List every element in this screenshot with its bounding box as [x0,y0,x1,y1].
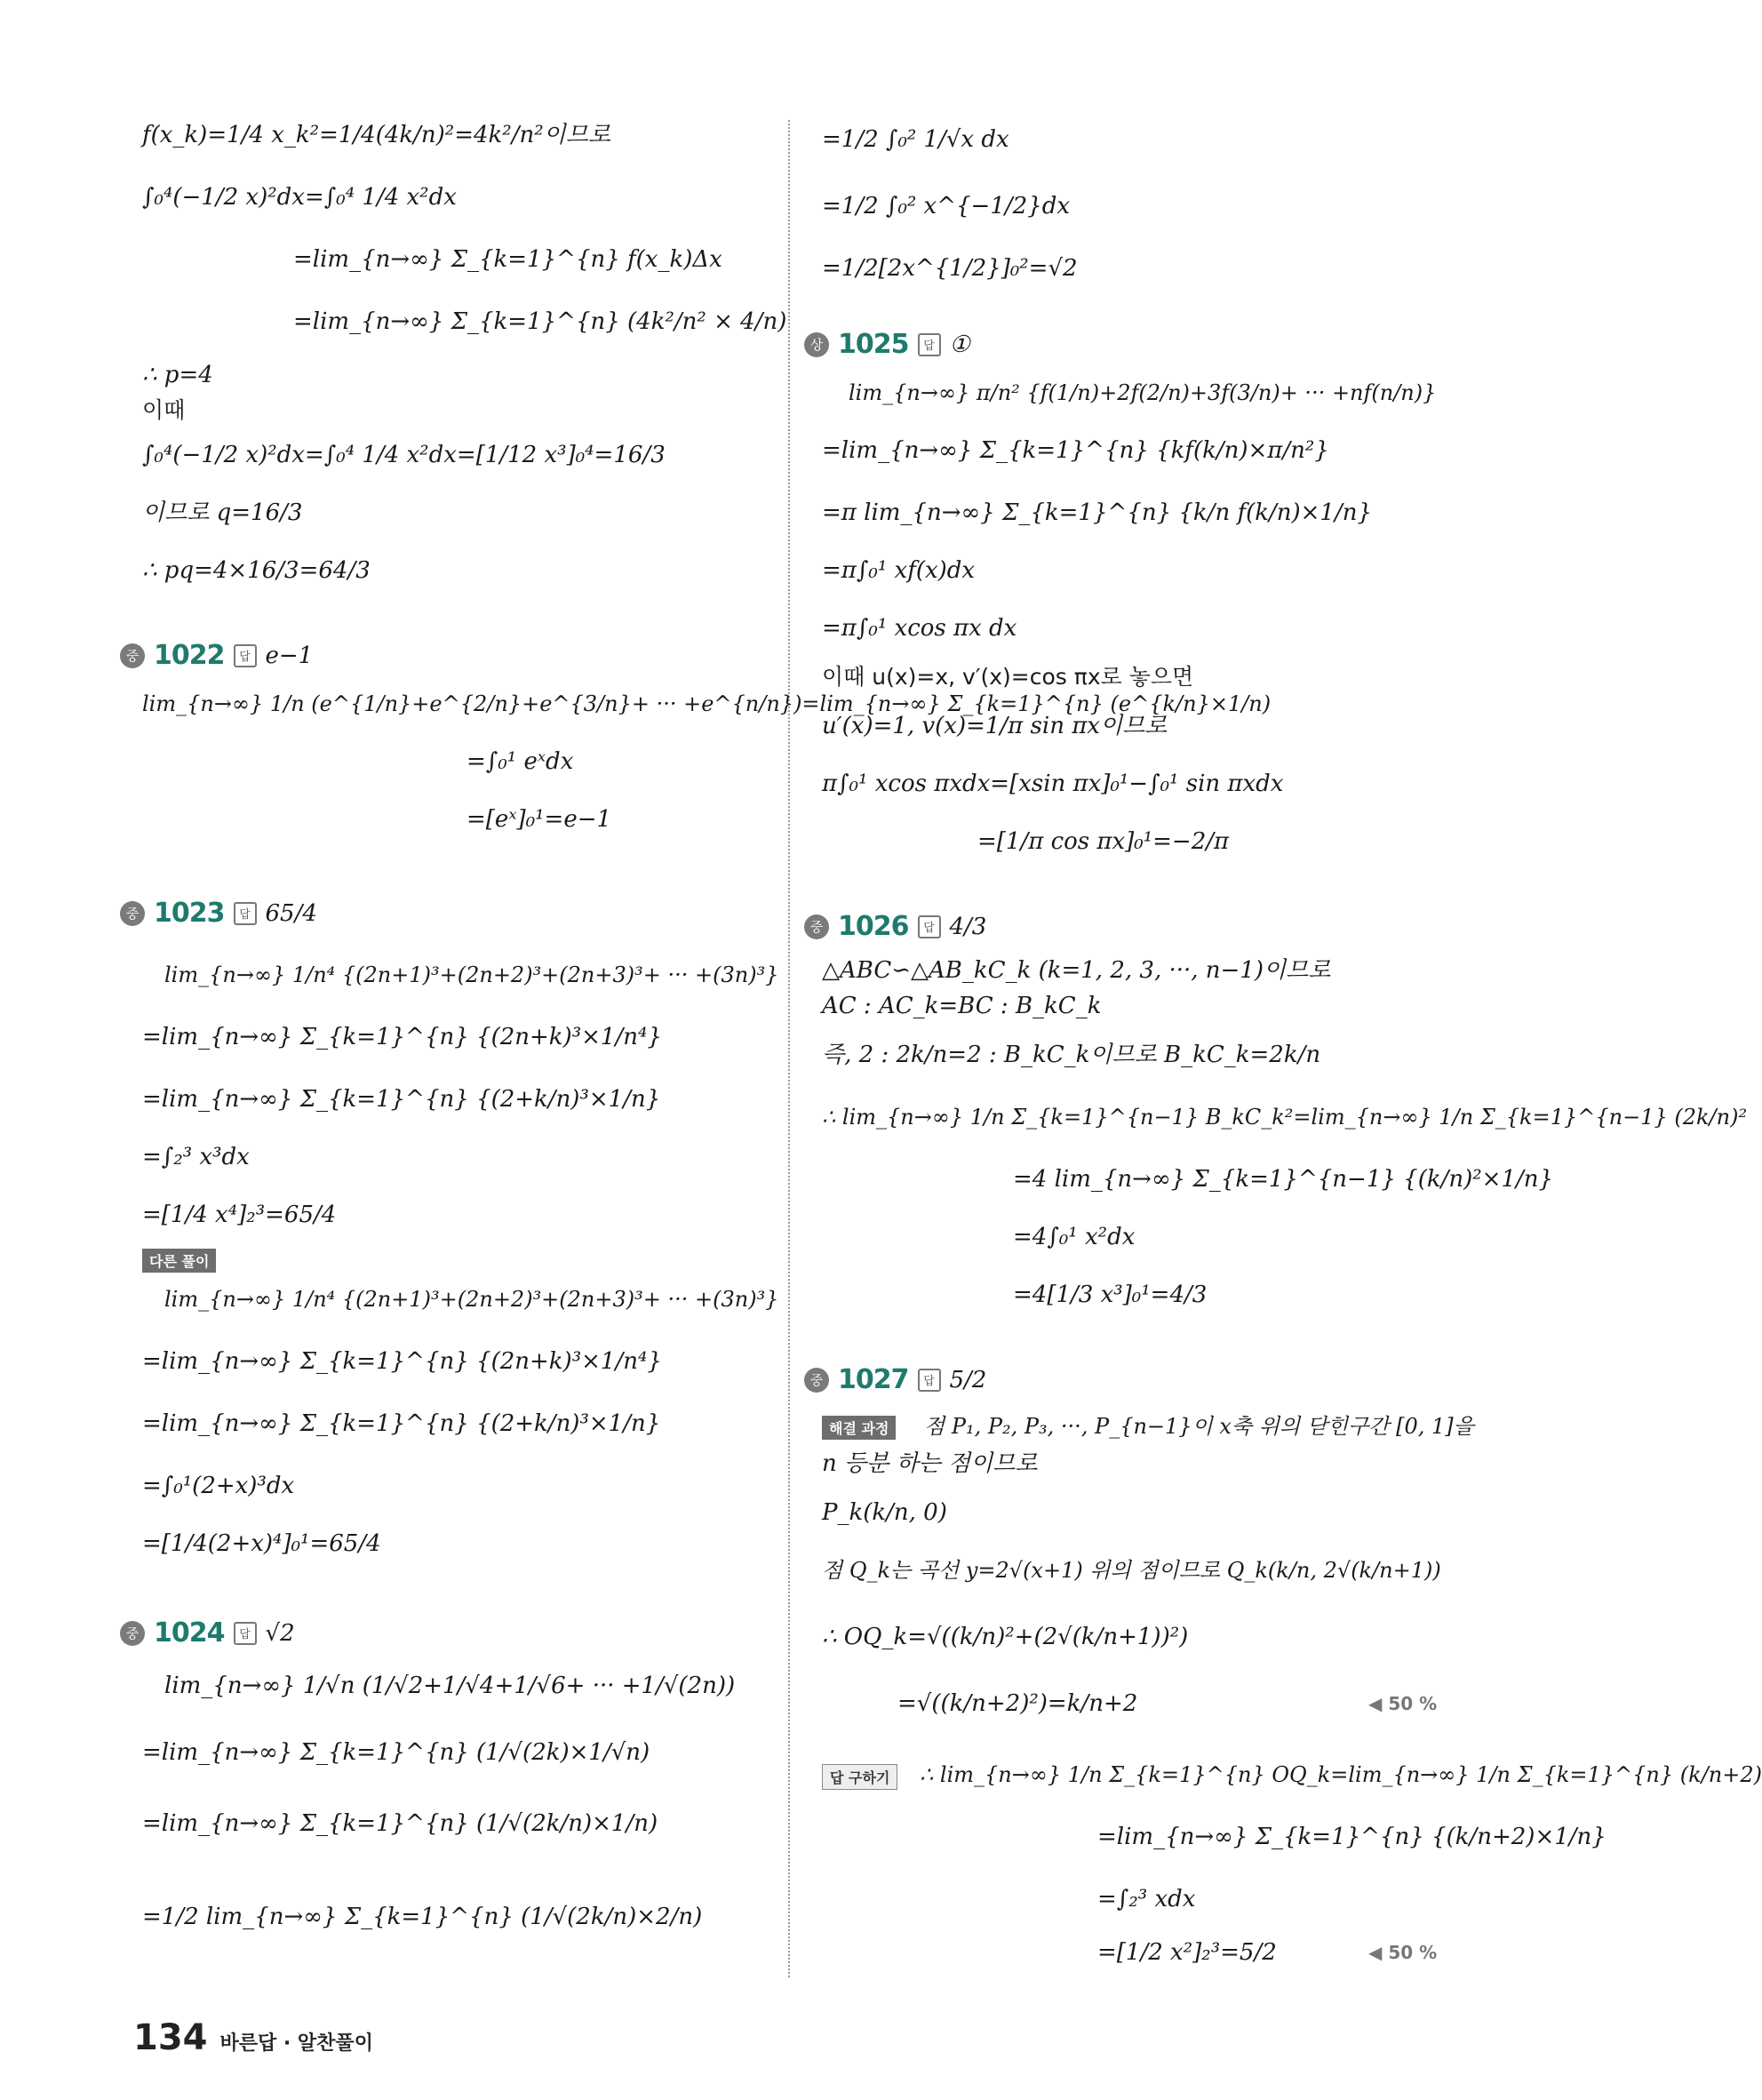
math-line: =lim_{n→∞} Σ_{k=1}^{n} {kf(k/n)×π/n²} [822,437,1329,464]
answer-mark-icon: 답 [918,333,941,356]
math-line: △ABC∽△AB_kC_k (k=1, 2, 3, ···, n−1)이므로 [822,957,1331,984]
math-line: =∫₀¹(2+x)³dx [142,1473,295,1499]
problem-answer: ① [949,331,970,358]
math-line: =4 lim_{n→∞} Σ_{k=1}^{n−1} {(k/n)²×1/n} [1013,1166,1554,1193]
problem-number: 1025 [838,329,909,360]
problem-answer: 65/4 [265,899,317,927]
problem-number: 1023 [154,898,225,929]
problem-answer: 4/3 [949,913,987,940]
problem-header-1025 [804,329,970,360]
book-title: 바른답 · 알찬풀이 [219,2032,373,2055]
problem-header-1027 [804,1364,986,1395]
math-line: f(x_k)=1/4 x_k²=1/4(4k/n)²=4k²/n²이므로 [142,122,610,148]
math-line: ∴ OQ_k=√((k/n)²+(2√(k/n+1))²) [822,1624,1189,1650]
problem-number: 1022 [154,640,225,671]
math-line: ∫₀⁴(−1/2 x)²dx=∫₀⁴ 1/4 x²dx=[1/12 x³]₀⁴=16/3 [142,442,666,468]
math-line: =[1/2 x²]₂³=5/2 [1097,1939,1277,1966]
math-line: =4[1/3 x³]₀¹=4/3 [1013,1282,1208,1308]
math-line: =4∫₀¹ x²dx [1013,1224,1136,1250]
math-line: ∴ pq=4×16/3=64/3 [142,557,371,584]
math-line: 점 Q_k는 곡선 y=2√(x+1) 위의 점이므로 Q_k(k/n, 2√(k/n+1)) [822,1558,1441,1583]
text-line: 이때 [142,397,186,423]
score-percent: ◀ 50 % [1368,1693,1438,1714]
problem-answer: √2 [265,1619,295,1647]
math-line: n 등분 하는 점이므로 [822,1450,1038,1477]
math-line: =√((k/n+2)²)=k/n+2 [897,1690,1138,1717]
math-line: =1/2 ∫₀² 1/√x dx [822,126,1009,153]
math-line: =1/2[2x^{1/2}]₀²=√2 [822,255,1078,282]
math-line: =π∫₀¹ xcos πx dx [822,615,1017,642]
problem-number: 1027 [838,1364,909,1395]
math-line: P_k(k/n, 0) [822,1499,947,1526]
problem-number: 1024 [154,1617,225,1649]
difficulty-badge: 중 [804,1368,829,1393]
math-line: 점 P₁, P₂, P₃, ···, P_{n−1}이 x축 위의 닫힌구간 [0, 1]을 [924,1414,1474,1439]
difficulty-badge: 상 [804,332,829,357]
problem-number: 1026 [838,911,909,942]
math-line: ∴ lim_{n→∞} 1/n Σ_{k=1}^{n} OQ_k=lim_{n→∞} 1/n Σ_{k=1}^{n} (k/n+2) [920,1762,1762,1787]
math-line: =π lim_{n→∞} Σ_{k=1}^{n} {k/n f(k/n)×1/n} [822,499,1372,526]
answer-mark-icon: 답 [918,915,941,938]
math-line: lim_{n→∞} 1/n (e^{1/n}+e^{2/n}+e^{3/n}+ ··· +e^{n/n})=lim_{n→∞} Σ_{k=1}^{n} (e^{k/n}×1/n) [142,691,1272,716]
text-line: 이때 u(x)=x, v′(x)=cos πx로 놓으면 [822,664,1194,690]
alt-solution-tag: 다른 풀이 [142,1249,216,1273]
math-line: π∫₀¹ xcos πxdx=[xsin πx]₀¹−∫₀¹ sin πxdx [822,771,1284,797]
difficulty-badge: 중 [120,1621,145,1646]
problem-answer: 5/2 [949,1366,987,1393]
math-line: =[1/4 x⁴]₂³=65/4 [142,1202,337,1228]
math-line: u′(x)=1, v(x)=1/π sin πx이므로 [822,713,1168,739]
score-percent: ◀ 50 % [1368,1942,1438,1963]
math-line: ∫₀⁴(−1/2 x)²dx=∫₀⁴ 1/4 x²dx [142,184,457,211]
math-line: =[1/π cos πx]₀¹=−2/π [977,828,1230,855]
problem-header-1026 [804,911,986,942]
math-line: =lim_{n→∞} Σ_{k=1}^{n} f(x_k)Δx [293,246,722,273]
math-line: =lim_{n→∞} Σ_{k=1}^{n} (4k²/n² × 4/n) [293,308,787,335]
answer-mark-icon: 답 [234,902,257,925]
math-line: lim_{n→∞} 1/n⁴ {(2n+1)³+(2n+2)³+(2n+3)³+ ··· +(3n)³} [164,1287,779,1312]
difficulty-badge: 중 [804,914,829,939]
math-line: =π∫₀¹ xf(x)dx [822,557,976,584]
math-line: =1/2 lim_{n→∞} Σ_{k=1}^{n} (1/√(2k/n)×2/n) [142,1904,703,1930]
difficulty-badge: 중 [120,643,145,668]
math-line: lim_{n→∞} 1/n⁴ {(2n+1)³+(2n+2)³+(2n+3)³+ ··· +(3n)³} [164,962,779,987]
math-line: ∴ lim_{n→∞} 1/n Σ_{k=1}^{n−1} B_kC_k²=lim_{n→∞} 1/n Σ_{k=1}^{n−1} (2k/n)² [822,1105,1748,1130]
answer-mark-icon: 답 [234,644,257,667]
answer-mark-icon: 답 [234,1622,257,1645]
solution-step-tag: 답 구하기 [822,1764,897,1790]
math-line: =[eˣ]₀¹=e−1 [466,806,612,833]
solution-step-tag: 해결 과정 [822,1416,896,1440]
math-line: =1/2 ∫₀² x^{−1/2}dx [822,193,1071,220]
math-line: =∫₂³ xdx [1097,1886,1196,1912]
problem-header-1022 [120,640,313,671]
page-number: 134 [133,2017,208,2058]
math-line: 이므로 q=16/3 [142,499,303,526]
math-line: ∴ p=4 [142,362,213,388]
problem-answer: e−1 [265,642,314,669]
math-line: =[1/4(2+x)⁴]₀¹=65/4 [142,1530,381,1557]
math-line: =∫₂³ x³dx [142,1144,250,1170]
page-footer [133,2017,373,2058]
math-line: =lim_{n→∞} Σ_{k=1}^{n} {(2+k/n)³×1/n} [142,1410,661,1437]
math-line: =lim_{n→∞} Σ_{k=1}^{n} {(2n+k)³×1/n⁴} [142,1348,662,1375]
math-line: =lim_{n→∞} Σ_{k=1}^{n} {(2+k/n)³×1/n} [142,1086,661,1113]
answer-mark-icon: 답 [918,1369,941,1392]
math-line: lim_{n→∞} 1/√n (1/√2+1/√4+1/√6+ ··· +1/√(2n)) [164,1673,736,1699]
difficulty-badge: 중 [120,901,145,926]
math-line: =lim_{n→∞} Σ_{k=1}^{n} {(k/n+2)×1/n} [1097,1824,1607,1850]
problem-header-1024 [120,1617,295,1649]
math-line: =lim_{n→∞} Σ_{k=1}^{n} {(2n+k)³×1/n⁴} [142,1024,662,1050]
problem-header-1023 [120,898,317,929]
math-line: lim_{n→∞} π/n² {f(1/n)+2f(2/n)+3f(3/n)+ ··· +nf(n/n)} [849,380,1437,405]
column-divider [788,120,790,1977]
math-line: 즉, 2 : 2k/n=2 : B_kC_k이므로 B_kC_k=2k/n [822,1042,1321,1068]
math-line: =lim_{n→∞} Σ_{k=1}^{n} (1/√(2k/n)×1/n) [142,1810,658,1837]
math-line: =lim_{n→∞} Σ_{k=1}^{n} (1/√(2k)×1/√n) [142,1739,650,1766]
math-line: =∫₀¹ eˣdx [466,748,574,775]
math-line: AC : AC_k=BC : B_kC_k [822,993,1102,1019]
